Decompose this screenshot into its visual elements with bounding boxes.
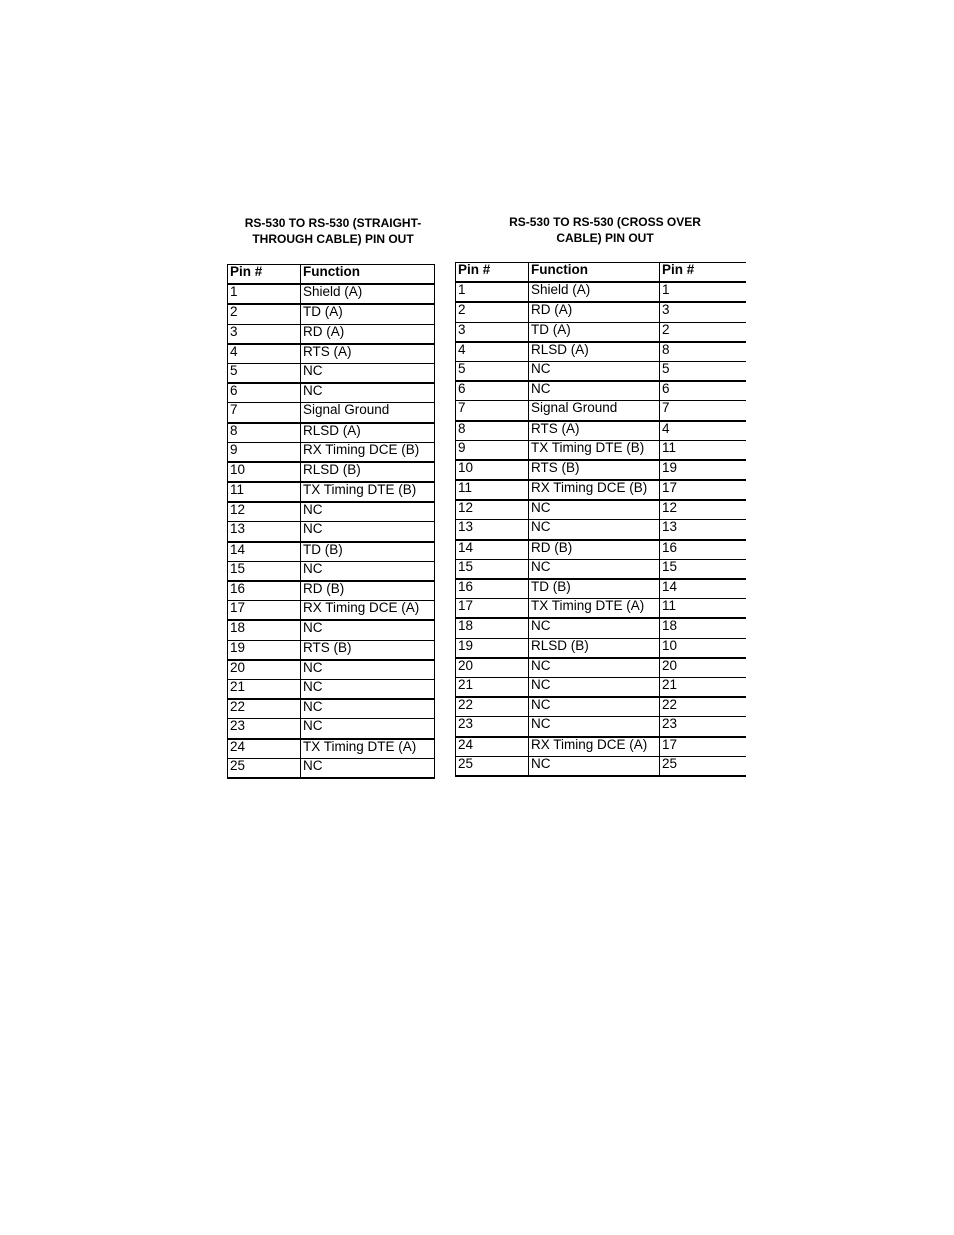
cell-function: TD (A) <box>301 304 435 324</box>
cell-mapped-pin: 10 <box>660 638 746 658</box>
cell-pin: 7 <box>456 401 529 421</box>
cell-function: RLSD (B) <box>301 462 435 482</box>
cell-function: NC <box>301 660 435 680</box>
left-table-title: RS-530 TO RS-530 (STRAIGHT- THROUGH CABLE) PIN OUT <box>244 216 422 246</box>
table-row <box>456 361 746 381</box>
table-row <box>228 284 435 304</box>
table-header-row <box>228 265 435 285</box>
table-row <box>456 697 746 717</box>
table-row <box>456 500 746 520</box>
table-row <box>228 542 435 562</box>
cell-function: NC <box>529 677 660 697</box>
cell-mapped-pin: 11 <box>660 599 746 619</box>
cell-function: NC <box>301 363 435 383</box>
table-row <box>228 403 435 423</box>
cell-function: NC <box>301 561 435 581</box>
cell-pin: 7 <box>228 403 301 423</box>
cell-function: RX Timing DCE (B) <box>529 480 660 500</box>
cell-function: RX Timing DCE (A) <box>301 601 435 621</box>
cell-pin: 3 <box>228 324 301 344</box>
table-row <box>228 640 435 660</box>
table-row <box>456 440 746 460</box>
cell-pin: 5 <box>456 361 529 381</box>
cell-pin: 10 <box>228 462 301 482</box>
cell-function: RLSD (A) <box>301 423 435 443</box>
table-row <box>456 677 746 697</box>
cell-function: NC <box>301 383 435 403</box>
cell-pin: 5 <box>228 363 301 383</box>
cell-pin: 15 <box>228 561 301 581</box>
cell-function: RTS (A) <box>529 421 660 441</box>
cell-function: RD (A) <box>529 302 660 322</box>
cell-mapped-pin: 18 <box>660 618 746 638</box>
cell-mapped-pin: 15 <box>660 559 746 579</box>
cell-mapped-pin: 12 <box>660 500 746 520</box>
cell-mapped-pin: 6 <box>660 381 746 401</box>
header-function: Function <box>301 265 435 285</box>
straight-through-pinout-table <box>227 264 437 773</box>
cell-pin: 23 <box>228 719 301 739</box>
table-row <box>228 699 435 719</box>
cell-function: NC <box>301 522 435 542</box>
cell-function: NC <box>301 620 435 640</box>
cell-pin: 20 <box>456 658 529 678</box>
cell-function: RTS (B) <box>529 460 660 480</box>
table-row <box>228 304 435 324</box>
cell-pin: 17 <box>456 599 529 619</box>
table-row <box>228 423 435 443</box>
table-row <box>228 620 435 640</box>
cell-pin: 14 <box>456 540 529 560</box>
cell-pin: 17 <box>228 601 301 621</box>
cell-mapped-pin: 22 <box>660 697 746 717</box>
table-row <box>228 561 435 581</box>
table-row <box>228 363 435 383</box>
table-row <box>228 758 435 778</box>
cell-function: TX Timing DTE (B) <box>301 482 435 502</box>
cell-pin: 2 <box>228 304 301 324</box>
table-row <box>456 322 746 342</box>
table-row <box>228 739 435 759</box>
cell-pin: 8 <box>228 423 301 443</box>
table-row <box>456 282 746 302</box>
cell-pin: 9 <box>456 440 529 460</box>
cell-function: NC <box>529 381 660 401</box>
table-row <box>456 737 746 757</box>
header-pin: Pin # <box>228 265 301 285</box>
cell-pin: 22 <box>456 697 529 717</box>
cell-pin: 8 <box>456 421 529 441</box>
cell-pin: 16 <box>228 581 301 601</box>
cell-function: RD (A) <box>301 324 435 344</box>
cell-function: TD (B) <box>301 542 435 562</box>
table-row <box>456 520 746 540</box>
cell-function: NC <box>529 361 660 381</box>
cell-mapped-pin: 2 <box>660 322 746 342</box>
table-row <box>456 756 746 776</box>
cell-function: NC <box>529 559 660 579</box>
cell-function: NC <box>301 679 435 699</box>
cell-function: TD (A) <box>529 322 660 342</box>
cell-pin: 10 <box>456 460 529 480</box>
table-row <box>456 381 746 401</box>
cell-mapped-pin: 21 <box>660 677 746 697</box>
table-row <box>456 480 746 500</box>
cell-function: NC <box>529 500 660 520</box>
cell-function: RLSD (A) <box>529 342 660 362</box>
header-function: Function <box>529 263 660 283</box>
cell-function: NC <box>301 758 435 778</box>
table-row <box>456 540 746 560</box>
cell-pin: 13 <box>228 522 301 542</box>
cell-pin: 25 <box>456 756 529 776</box>
table-row <box>456 638 746 658</box>
table-row <box>456 579 746 599</box>
cell-pin: 24 <box>456 737 529 757</box>
cell-pin: 20 <box>228 660 301 680</box>
cell-function: RLSD (B) <box>529 638 660 658</box>
table-row <box>456 342 746 362</box>
cell-pin: 6 <box>456 381 529 401</box>
right-table-title: RS-530 TO RS-530 (CROSS OVER CABLE) PIN OUT <box>509 215 701 245</box>
cell-mapped-pin: 4 <box>660 421 746 441</box>
table-row <box>228 581 435 601</box>
cell-function: TX Timing DTE (A) <box>529 599 660 619</box>
cell-mapped-pin: 1 <box>660 282 746 302</box>
cell-pin: 11 <box>456 480 529 500</box>
cell-function: Signal Ground <box>529 401 660 421</box>
cell-pin: 22 <box>228 699 301 719</box>
cell-function: RD (B) <box>301 581 435 601</box>
cell-pin: 3 <box>456 322 529 342</box>
table-row <box>228 383 435 403</box>
cell-function: NC <box>529 756 660 776</box>
cell-pin: 2 <box>456 302 529 322</box>
cell-pin: 1 <box>228 284 301 304</box>
cell-pin: 4 <box>228 344 301 364</box>
table-row <box>456 302 746 322</box>
cell-function: TD (B) <box>529 579 660 599</box>
cell-mapped-pin: 25 <box>660 756 746 776</box>
table-row <box>456 421 746 441</box>
cell-function: NC <box>529 658 660 678</box>
cell-mapped-pin: 16 <box>660 540 746 560</box>
cell-mapped-pin: 5 <box>660 361 746 381</box>
table-row <box>456 599 746 619</box>
cell-pin: 12 <box>456 500 529 520</box>
cell-function: NC <box>529 618 660 638</box>
cell-function: RTS (B) <box>301 640 435 660</box>
cell-pin: 11 <box>228 482 301 502</box>
cell-mapped-pin: 14 <box>660 579 746 599</box>
cell-mapped-pin: 17 <box>660 480 746 500</box>
table-row <box>228 324 435 344</box>
table-row <box>228 522 435 542</box>
cell-function: TX Timing DTE (A) <box>301 739 435 759</box>
table-row <box>228 660 435 680</box>
cell-function: Signal Ground <box>301 403 435 423</box>
table-row <box>228 679 435 699</box>
table-row <box>228 719 435 739</box>
cell-pin: 15 <box>456 559 529 579</box>
table-row <box>456 559 746 579</box>
cell-mapped-pin: 3 <box>660 302 746 322</box>
cell-function: RD (B) <box>529 540 660 560</box>
header-mapped-pin: Pin # <box>660 263 746 283</box>
table-header-row <box>456 263 746 283</box>
table-row <box>456 618 746 638</box>
cell-pin: 16 <box>456 579 529 599</box>
cell-function: RTS (A) <box>301 344 435 364</box>
cell-function: NC <box>301 502 435 522</box>
cell-pin: 6 <box>228 383 301 403</box>
cell-pin: 24 <box>228 739 301 759</box>
cell-function: NC <box>301 699 435 719</box>
cell-function: NC <box>529 697 660 717</box>
cell-pin: 9 <box>228 442 301 462</box>
cell-mapped-pin: 8 <box>660 342 746 362</box>
cell-pin: 19 <box>456 638 529 658</box>
cell-pin: 21 <box>456 677 529 697</box>
table-row <box>228 502 435 522</box>
cell-function: NC <box>529 717 660 737</box>
cell-pin: 4 <box>456 342 529 362</box>
cross-over-pinout-table <box>455 262 731 771</box>
table-row <box>456 658 746 678</box>
cell-pin: 25 <box>228 758 301 778</box>
table-row <box>456 717 746 737</box>
cell-mapped-pin: 19 <box>660 460 746 480</box>
cell-pin: 14 <box>228 542 301 562</box>
table-row <box>228 462 435 482</box>
cell-function: NC <box>529 520 660 540</box>
table-row <box>228 482 435 502</box>
cell-mapped-pin: 13 <box>660 520 746 540</box>
cell-mapped-pin: 20 <box>660 658 746 678</box>
table-row <box>228 442 435 462</box>
cell-mapped-pin: 17 <box>660 737 746 757</box>
cell-pin: 18 <box>228 620 301 640</box>
cell-function: RX Timing DCE (A) <box>529 737 660 757</box>
table-row <box>228 601 435 621</box>
table-row <box>228 344 435 364</box>
cell-function: TX Timing DTE (B) <box>529 440 660 460</box>
cell-pin: 13 <box>456 520 529 540</box>
cell-pin: 18 <box>456 618 529 638</box>
cell-mapped-pin: 23 <box>660 717 746 737</box>
cell-function: Shield (A) <box>301 284 435 304</box>
table-row <box>456 460 746 480</box>
cell-function: NC <box>301 719 435 739</box>
cell-function: RX Timing DCE (B) <box>301 442 435 462</box>
table-row <box>456 401 746 421</box>
cell-pin: 1 <box>456 282 529 302</box>
cell-mapped-pin: 7 <box>660 401 746 421</box>
cell-pin: 21 <box>228 679 301 699</box>
cell-pin: 23 <box>456 717 529 737</box>
cell-pin: 12 <box>228 502 301 522</box>
cell-function: Shield (A) <box>529 282 660 302</box>
cell-pin: 19 <box>228 640 301 660</box>
header-pin: Pin # <box>456 263 529 283</box>
cell-mapped-pin: 11 <box>660 440 746 460</box>
